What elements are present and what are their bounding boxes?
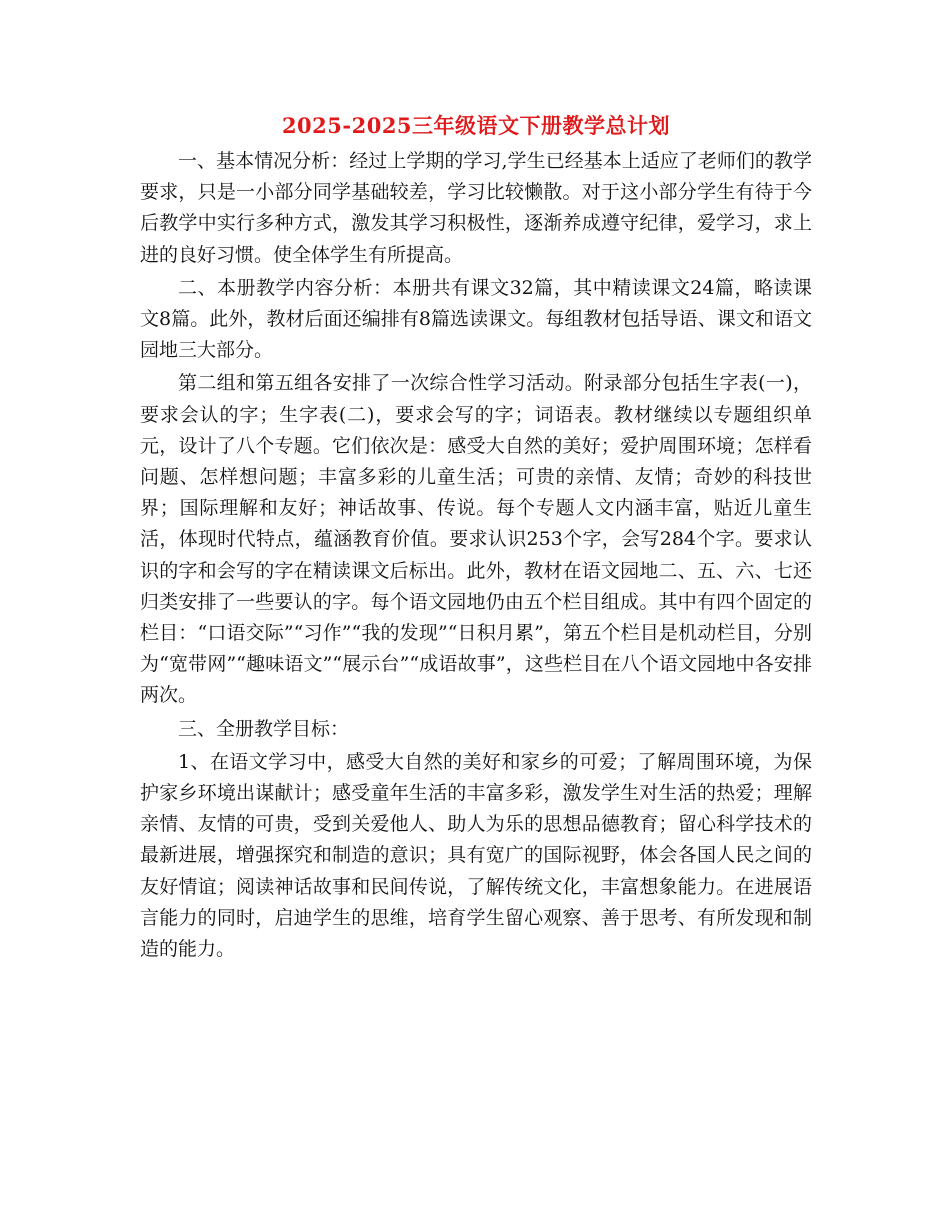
paragraph-basic-situation: 一、基本情况分析：经过上学期的学习,学生已经基本上适应了老师们的教学要求，只是一小部分同学基础较差，学习比较懒散。对于这小部分学生有待于今后教学中实行多种方式，激发其学习积极性，逐渐养成遵守纪律，爱学习，求上进的良好习惯。使全体学生有所提高。 xyxy=(140,150,812,266)
paragraph-goals-heading: 三、全册教学目标： xyxy=(178,717,350,740)
document-title: 2025-2025三年级语文下册教学总计划 xyxy=(281,113,671,138)
document-page xyxy=(140,110,812,967)
paragraph-units-overview: 第二组和第五组各安排了一次综合性学习活动。附录部分包括生字表(一)，要求会认的字；生字表(二)，要求会写的字；词语表。教材继续以专题组织单元，设计了八个专题。它们依次是：感受大自然的美好；爱护周围环境；怎样看问题、怎样想问题；丰富多彩的儿童生活；可贵的亲情、友情；奇妙的科技世界；国际理解和友好；神话故事、传说。每个专题人文内涵丰富，贴近儿童生活，体现时代特点，蕴涵教育价值。要求认识253个字，会写284个字。要求认识的字和会写的字在精读课文后标出。此外，教材在语文园地二、五、六、七还归类安排了一些要认的字。每个语文园地仍由五个栏目组成。其中有四个固定的栏目：“口语交际”“习作”“我的发现”“日积月累”，第五个栏目是机动栏目，分别为“宽带网”“趣味语文”“展示台”“成语故事”，这些栏目在八个语文园地中各安排两次。 xyxy=(140,372,812,707)
paragraph-goal-1: 1、在语文学习中，感受大自然的美好和家乡的可爱；了解周围环境，为保护家乡环境出谋献计；感受童年生活的丰富多彩，激发学生对生活的热爱；理解亲情、友情的可贵，受到关爱他人、助人为乐的思想品德教育；留心科学技术的最新进展，增强探究和制造的意识；具有宽广的国际视野，体会各国人民之间的友好情谊；阅读神话故事和民间传说，了解传统文化，丰富想象能力。在进展语言能力的同时，启迪学生的思维，培育学生留心观察、善于思考、有所发现和制造的能力。 xyxy=(140,750,812,961)
paragraph-content-analysis: 二、本册教学内容分析：本册共有课文32篇，其中精读课文24篇，略读课文8篇。此外，教材后面还编排有8篇选读课文。每组教材包括导语、课文和语文园地三大部分。 xyxy=(140,276,812,362)
